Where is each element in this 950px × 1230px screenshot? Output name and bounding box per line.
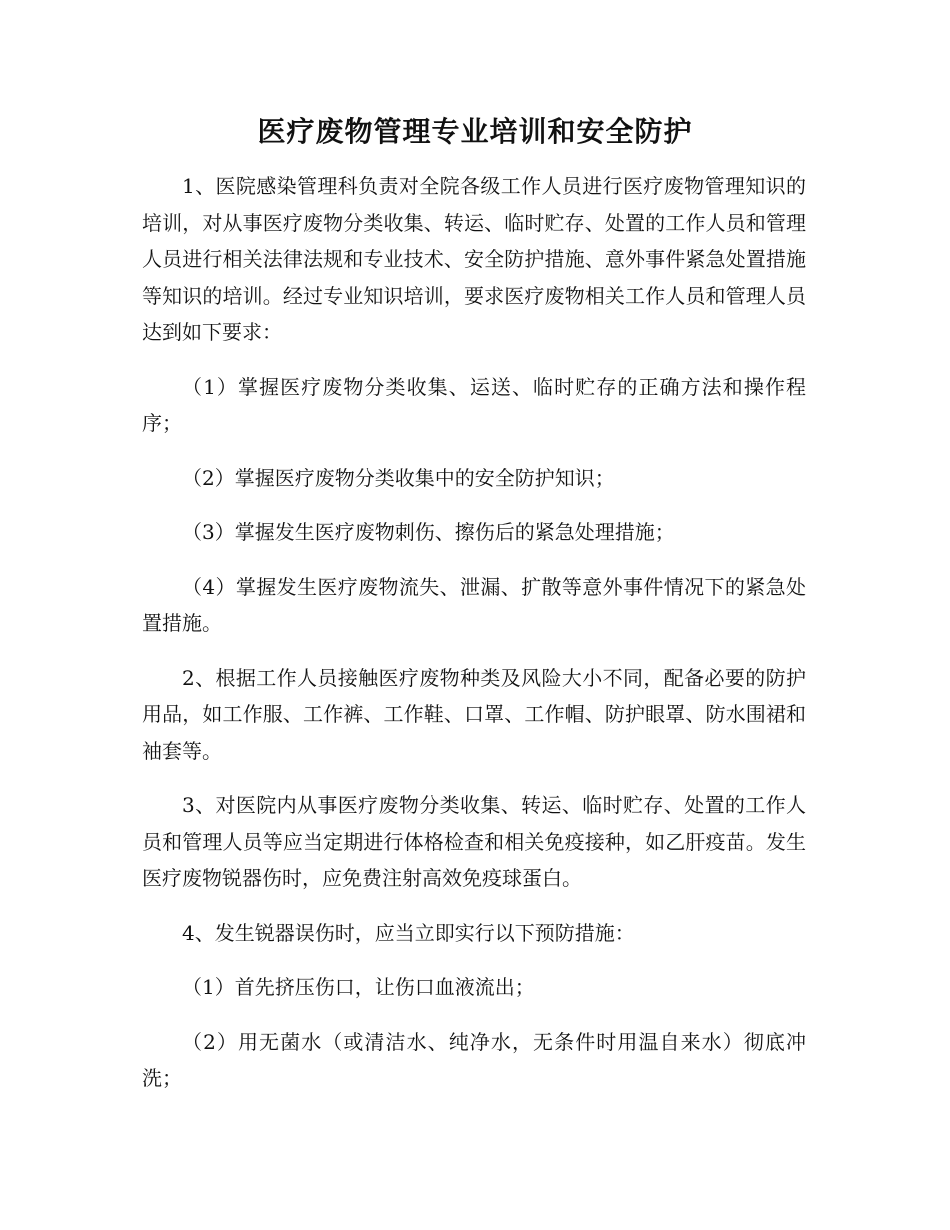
paragraph-1-item-1: （1）掌握医疗废物分类收集、运送、临时贮存的正确方法和操作程序； bbox=[142, 374, 806, 435]
document-title: 医疗废物管理专业培训和安全防护 bbox=[257, 115, 693, 148]
paragraph-4-item-2: （2）用无菌水（或清洁水、纯净水，无条件时用温自来水）彻底冲洗； bbox=[142, 1029, 806, 1090]
paragraph-1: 1、医院感染管理科负责对全院各级工作人员进行医疗废物管理知识的培训，对从事医疗废物分类收集、转运、临时贮存、处置的工作人员和管理人员进行相关法律法规和专业技术、安全防护措施、意外事件紧急处置措施等知识的培训。经过专业知识培训，要求医疗废物相关工作人员和管理人员达到如下要求： bbox=[142, 174, 806, 344]
paragraph-1-item-3: （3）掌握发生医疗废物刺伤、擦伤后的紧急处理措施； bbox=[182, 520, 675, 544]
document-body bbox=[142, 168, 806, 1097]
paragraph-4-item-1: （1）首先挤压伤口，让伤口血液流出； bbox=[182, 975, 535, 999]
paragraph-1-item-4: （4）掌握发生医疗废物流失、泄漏、扩散等意外事件情况下的紧急处置措施。 bbox=[142, 574, 806, 635]
paragraph-1-item-2: （2）掌握医疗废物分类收集中的安全防护知识； bbox=[182, 465, 615, 490]
paragraph-4: 4、发生锐器误伤时，应当立即实行以下预防措施： bbox=[182, 920, 635, 945]
paragraph-2: 2、根据工作人员接触医疗废物种类及风险大小不同，配备必要的防护用品，如工作服、工作裤、工作鞋、口罩、工作帽、防护眼罩、防水围裙和袖套等。 bbox=[142, 665, 806, 763]
paragraph-3: 3、对医院内从事医疗废物分类收集、转运、临时贮存、处置的工作人员和管理人员等应当定期进行体格检查和相关免疫接种，如乙肝疫苗。发生医疗废物锐器伤时，应免费注射高效免疫球蛋白。 bbox=[142, 793, 806, 890]
